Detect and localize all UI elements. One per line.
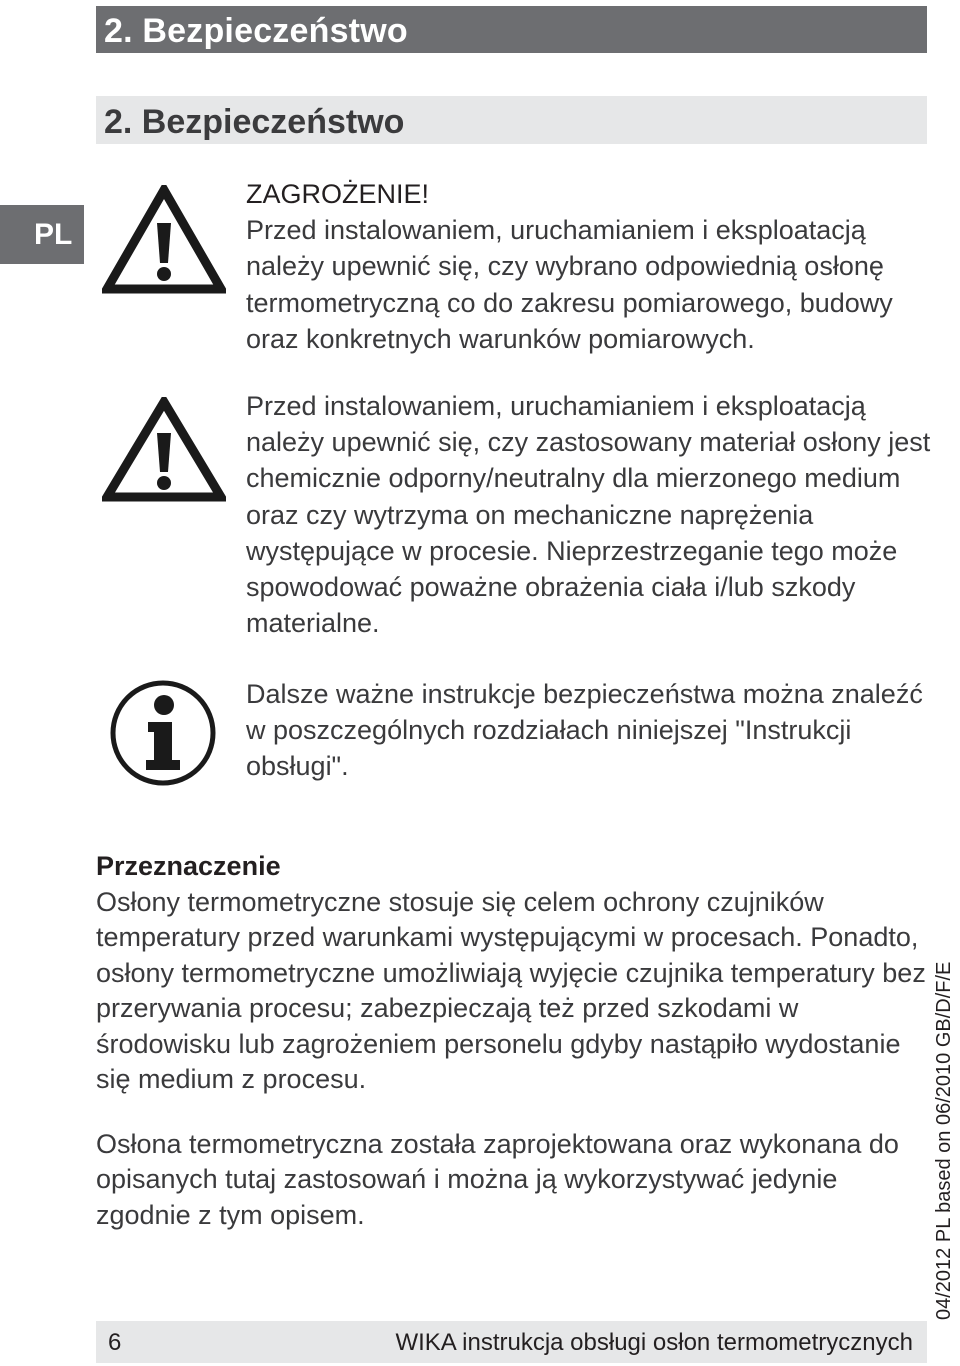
page-number: 6 [108, 1329, 122, 1356]
warning-notice [246, 388, 936, 641]
warning-triangle-icon [102, 185, 226, 295]
section-header-bar [96, 96, 927, 144]
chapter-title: 2. Bezpieczeństwo [104, 12, 408, 50]
language-tab [0, 205, 84, 264]
danger-text: Przed instalowaniem, uruchamianiem i eksploatacją należy upewnić się, czy wybrano odpowiednią osłonę termometryczną co do zakresu pomiarowego, budowy oraz konkretnych warunków pomiarowych. [246, 215, 893, 354]
purpose-paragraph-1: Osłony termometryczne stosuje się celem ochrony czujników temperatury przed warunkami występującymi w procesach. Ponadto, osłony termometryczne umożliwiają wyjęcie czujnika temperatury bez przerywania procesu; zabezpieczają też przed szkodami w środowisku lub zagrożeniem personelu gdyby nastąpiło wydostanie się medium z procesu. [96, 886, 926, 1094]
warning-triangle-icon [102, 397, 226, 503]
purpose-paragraph-2: Osłona termometryczna została zaprojektowana oraz wykonana do opisanych tutaj zastosowań i można ją wykorzystywać jedynie zgodnie z tym opisem. [96, 1128, 899, 1230]
info-notice [246, 676, 936, 785]
info-text: Dalsze ważne instrukcje bezpieczeństwa można znaleźć w poszczególnych rozdziałach niniejszej "Instrukcji obsługi". [246, 679, 923, 782]
document-version-note: 04/2012 PL based on 06/2010 GB/D/F/E [933, 961, 955, 1320]
info-icon [108, 678, 218, 788]
page-footer [96, 1321, 927, 1363]
chapter-header-bar [96, 6, 927, 53]
footer-document-title: WIKA instrukcja obsługi osłon termometrycznych [395, 1329, 913, 1356]
language-tab-label: PL [34, 218, 73, 251]
warning-text: Przed instalowaniem, uruchamianiem i eksploatacją należy upewnić się, czy zastosowany materiał osłony jest chemicznie odporny/neutralny dla mierzonego medium oraz czy wytrzyma on mechaniczne naprężenia występujące w procesie. Nieprzestrzeganie tego może spowodować poważne obrażenia ciała i/lub szkody materialne. [246, 391, 931, 639]
danger-notice [246, 176, 936, 357]
purpose-heading: Przeznaczenie [96, 851, 281, 881]
section-title: 2. Bezpieczeństwo [104, 103, 405, 141]
danger-label: ZAGROŻENIE! [246, 179, 430, 209]
purpose-section [96, 849, 936, 1233]
